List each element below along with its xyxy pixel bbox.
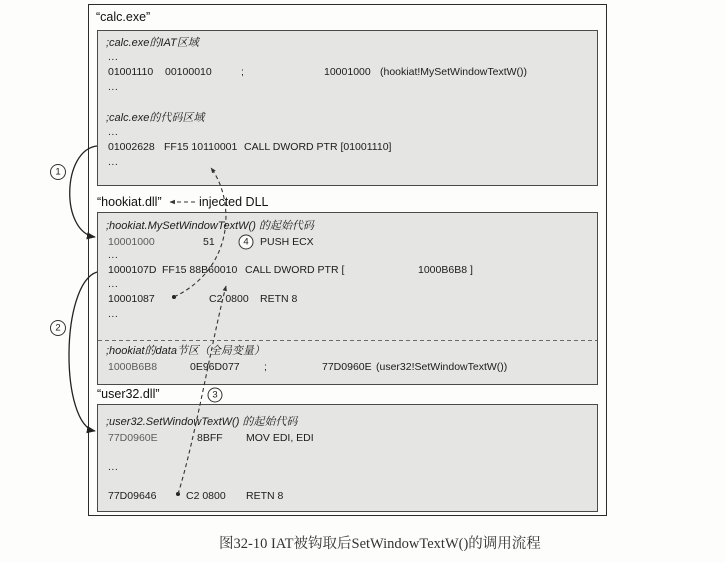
calc-iat-target-address: 10001000 xyxy=(324,66,371,78)
calc-call-instruction: CALL DWORD PTR [01001110] xyxy=(244,141,392,153)
user32-module-label: “user32.dll” xyxy=(97,387,160,401)
calc-call-address: 01002628 xyxy=(108,141,155,153)
user32-ret-bytes: C2 0800 xyxy=(186,490,226,502)
user32-ret-instruction: RETN 8 xyxy=(246,490,284,502)
ellipsis: ... xyxy=(108,278,119,290)
hookiat-data-value: 0E96D077 xyxy=(190,361,240,373)
user32-row-bytes: 8BFF xyxy=(197,432,223,444)
hookiat-module-label: “hookiat.dll” xyxy=(97,195,162,209)
hookiat-call-operand: 1000B6B8 ] xyxy=(418,264,473,276)
step-marker-1 xyxy=(51,165,66,180)
arrow-step-1-call-hook xyxy=(70,146,97,237)
step-marker-2 xyxy=(51,321,66,336)
user32-code-comment: ;user32.SetWindowTextW() 的起始代码 xyxy=(106,416,298,428)
hookiat-data-address: 1000B6B8 xyxy=(108,361,158,373)
hookiat-row-bytes: 51 xyxy=(203,236,215,248)
hookiat-row-instruction: PUSH ECX xyxy=(260,236,314,248)
user32-ret-address: 77D09646 xyxy=(108,490,157,502)
hookiat-data-target-name: (user32!SetWindowTextW()) xyxy=(376,361,508,373)
hookiat-row-address: 10001000 xyxy=(108,236,155,248)
step-number: 4 xyxy=(243,236,249,248)
calc-iat-separator: ; xyxy=(241,66,244,78)
hookiat-call-instruction: CALL DWORD PTR [ xyxy=(245,264,345,276)
ellipsis: ... xyxy=(108,156,119,168)
hookiat-ret-instruction: RETN 8 xyxy=(260,293,298,305)
ellipsis: ... xyxy=(108,51,119,63)
step-number: 2 xyxy=(55,322,61,334)
ellipsis: ... xyxy=(108,126,119,138)
hookiat-box xyxy=(98,213,598,385)
ellipsis: ... xyxy=(108,308,119,320)
step-marker-3 xyxy=(208,388,222,402)
ellipsis: ... xyxy=(108,461,119,473)
hookiat-data-comment: ;hookiat的data节区（全局变量） xyxy=(106,345,265,357)
calc-code-comment: ;calc.exe的代码区域 xyxy=(106,112,205,124)
calc-iat-address: 01001110 xyxy=(108,66,154,78)
hookiat-data-target-address: 77D0960E xyxy=(322,361,372,373)
calc-iat-comment: ;calc.exe的IAT区域 xyxy=(106,37,199,49)
calc-module-label: “calc.exe” xyxy=(96,10,151,24)
calc-call-bytes: FF15 10110001 xyxy=(164,141,238,153)
calc-iat-value: 00100010 xyxy=(165,66,212,78)
hookiat-ret-address: 10001087 xyxy=(108,293,155,305)
calc-iat-target-name: (hookiat!MySetWindowTextW()) xyxy=(380,66,528,78)
hookiat-code-comment: ;hookiat.MySetWindowTextW() 的起始代码 xyxy=(106,220,314,232)
hookiat-call-address: 1000107D xyxy=(108,264,157,276)
step-marker-4 xyxy=(239,235,253,249)
injected-dll-label: injected DLL xyxy=(199,195,269,209)
step-number: 3 xyxy=(212,389,218,401)
calc-box xyxy=(98,31,598,186)
hookiat-ret-bytes: C2 0800 xyxy=(209,293,249,305)
ellipsis: ... xyxy=(108,81,119,93)
figure-caption: 图32-10 IAT被钩取后SetWindowTextW()的调用流程 xyxy=(219,536,541,552)
step-number: 1 xyxy=(55,166,61,178)
arrow-step-2-call-original xyxy=(69,272,97,431)
user32-row-instruction: MOV EDI, EDI xyxy=(246,432,314,444)
user32-row-address: 77D0960E xyxy=(108,432,158,444)
hookiat-data-separator: ; xyxy=(264,361,267,373)
hookiat-call-bytes: FF15 88B60010 xyxy=(162,264,238,276)
ellipsis: ... xyxy=(108,249,119,261)
